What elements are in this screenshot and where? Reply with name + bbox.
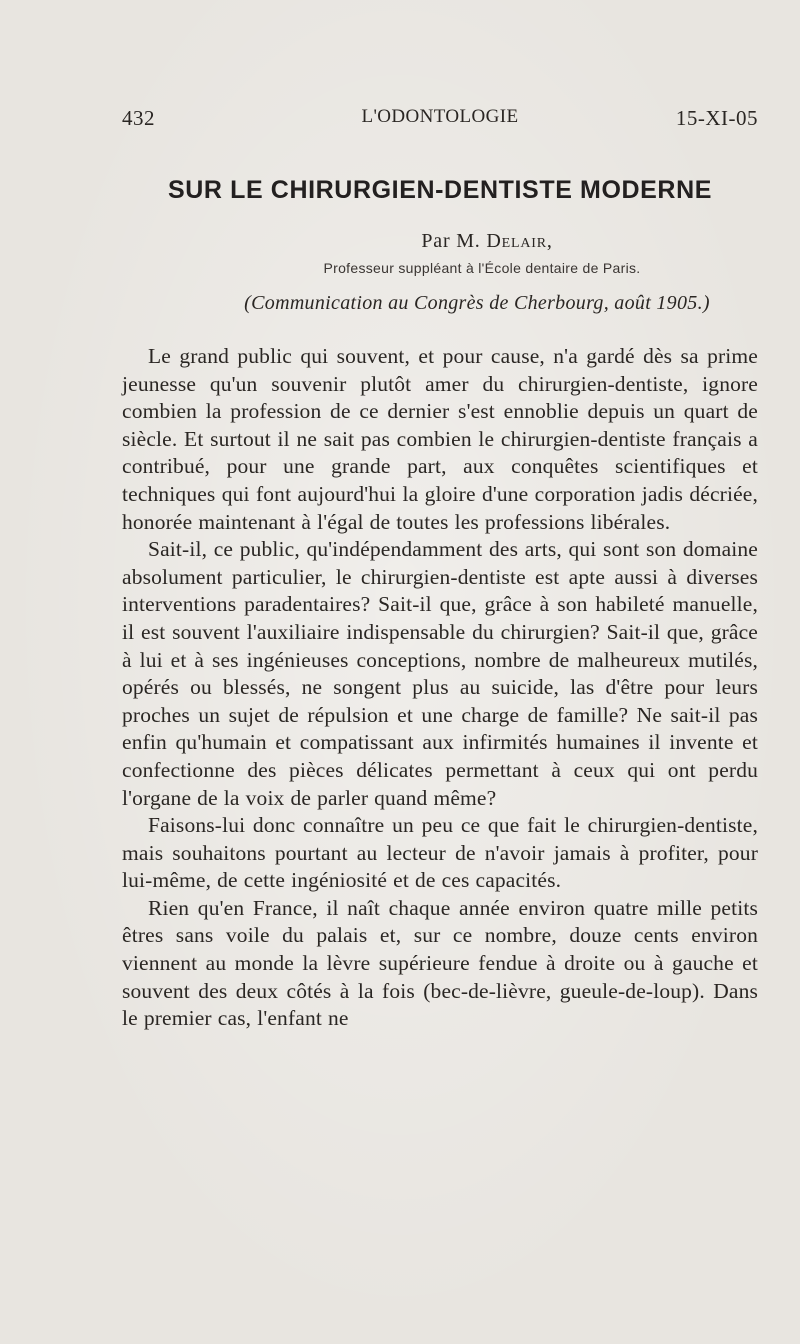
byline [120,230,758,253]
paragraph-3: Faisons-lui donc connaître un peu ce que fait le chirurgien-dentiste, mais souhaitons pourtant au lecteur de n'avoir jamais à profiter, pour lui-même, de cette ingéniosité et de ces capacités. [122,813,758,893]
author-name: Delair, [486,230,553,252]
communication-note: (Communication au Congrès de Cherbourg, août 1905.) [244,292,710,314]
running-head [122,106,758,136]
paragraph-4: Rien qu'en France, il naît chaque année environ quatre mille petits êtres sans voile du palais et, sur ce nombre, douze cents environ viennent au monde la lèvre supérieure fendue à droite ou à gauche et souvent des deux côtés à la fois (bec-de-lièvre, gueule-de-loup). Dans le premier cas, l'enfant ne [122,895,758,1031]
byline-prefix: Par M. [421,230,487,252]
paragraph-2: Sait-il, ce public, qu'indépendamment des arts, qui sont son domaine absolument particulier, le chirurgien-dentiste est apte aussi à diverses interventions paradentaires? Sait-il que, grâce à son habileté manuelle, il est souvent l'auxiliaire indispensable du chirurgien? Sait-il que, grâce à lui et à ses ingénieuses conceptions, nombre de malheureux mutilés, opérés ou blessés, ne songent plus au suicide, las d'être pour leurs proches un sujet de répulsion et une charge de famille? Ne sait-il pas enfin qu'humain et compatissant aux infirmités humaines il invente et confectionne des pièces délicates permettant à ceux qui ont perdu l'organe de la voix de parler quand même? [122,537,758,810]
article-body [122,343,758,1033]
issue-date: 15-XI-05 [675,106,758,130]
article-title: SUR LE CHIRURGIEN-DENTISTE MODERNE [167,176,713,204]
paragraph-1: Le grand public qui souvent, et pour cause, n'a gardé dès sa prime jeunesse qu'un souvenir plutôt amer du chirurgien-dentiste, ignore combien la profession de ce dernier s'est ennoblie depuis un quart de siècle. Et surtout il ne sait pas combien le chirurgien-dentiste français a contribué, pour une grande part, aux conquêtes scientifiques et techniques qui font aujourd'hui la gloire d'une corporation jadis décriée, honorée maintenant à l'égal de toutes les professions libérales. [122,344,758,534]
page-number: 432 [122,106,155,130]
author-affiliation: Professeur suppléant à l'École dentaire de Paris. [323,260,641,276]
journal-title: L'ODONTOLOGIE [361,106,519,127]
